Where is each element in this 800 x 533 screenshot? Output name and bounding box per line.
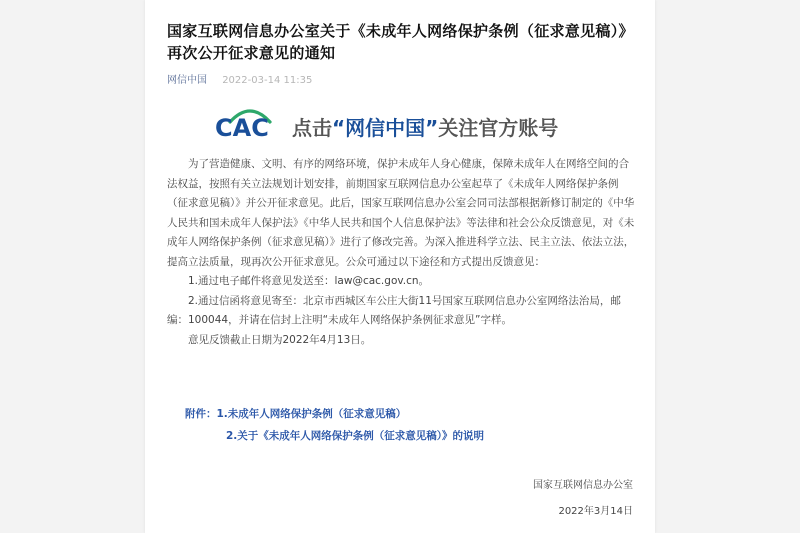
signature: 国家互联网信息办公室	[533, 480, 633, 491]
feedback-deadline: 意见反馈截止日期为2022年4月13日。	[188, 333, 372, 346]
article-meta	[167, 71, 312, 86]
attachments-label: 附件：	[185, 408, 217, 420]
attachments	[185, 404, 406, 424]
follow-banner	[215, 104, 595, 146]
article-page	[145, 0, 655, 533]
signature-date: 2022年3月14日	[558, 506, 633, 517]
article-body	[167, 155, 637, 350]
body-paragraph: 为了营造健康、文明、有序的网络环境，保护未成年人身心健康，保障未成年人在网络空间的合法权益，按照有关立法规划计划安排，前期国家互联网信息办公室起草了《未成年人网络保护条例（征求意见稿）》并公开征求意见。此后，国家互联网信息办公室会同司法部根据新修订制定的《中华人民共和国未成年人保护法》《中华人民共和国个人信息保护法》等法律和社会公众反馈意见，对《未成年人网络保护条例（征求意见稿）》进行了修改完善。为深入推进科学立法、民主立法、依法立法，提高立法质量，现再次公开征求意见。公众可通过以下途径和方式提出反馈意见：	[167, 158, 635, 268]
logo-text: CAC	[215, 114, 269, 142]
follow-prompt-suffix: 关注官方账号	[438, 116, 559, 140]
feedback-method-email: 1.通过电子邮件将意见发送至：law@cac.gov.cn。	[188, 275, 430, 287]
attachment-link-2[interactable]: 2.关于《未成年人网络保护条例（征求意见稿）》的说明	[226, 430, 485, 442]
follow-prompt-prefix: 点击	[292, 116, 332, 140]
publish-time: 2022-03-14 11:35	[222, 75, 313, 86]
follow-prompt	[292, 112, 558, 141]
cac-logo	[215, 106, 285, 144]
attachment-link-1[interactable]: 1.未成年人网络保护条例（征求意见稿）	[216, 408, 407, 420]
follow-prompt-account: “网信中国”	[332, 116, 439, 140]
account-name-link[interactable]: 网信中国	[167, 75, 207, 86]
article-title: 国家互联网信息办公室关于《未成年人网络保护条例（征求意见稿）》再次公开征求意见的通知	[167, 22, 634, 62]
feedback-method-mail: 2.通过信函将意见寄至：北京市西城区车公庄大街11号国家互联网信息办公室网络法治局，邮编：100044，并请在信封上注明“未成年人网络保护条例征求意见”字样。	[167, 294, 621, 326]
attachment-2	[226, 428, 484, 443]
